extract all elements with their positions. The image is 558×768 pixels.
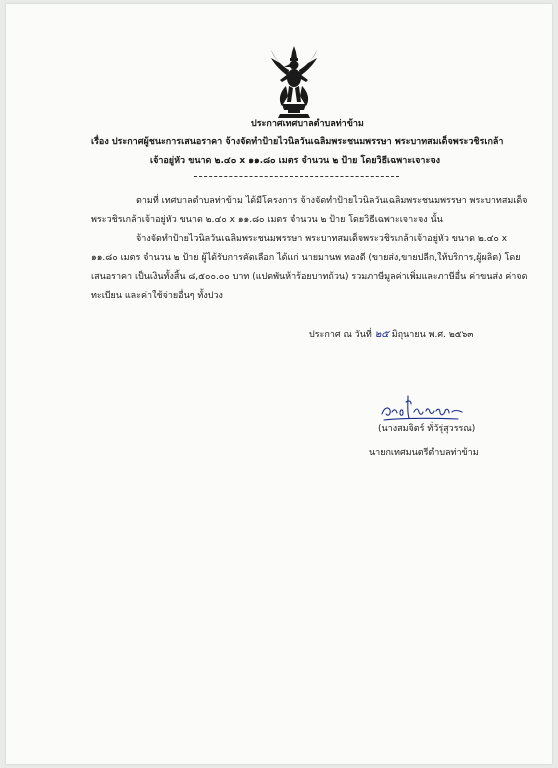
document-page xyxy=(6,4,552,764)
paragraph-2-line-3: เสนอราคา เป็นเงินทั้งสิ้น ๘,๕๐๐.๐๐ บาท (แปดพันห้าร้อยบาทถ้วน) รวมภาษีมูลค่าเพิ่มและภาษีอื่น ค่าขนส่ง ค่าจด xyxy=(91,272,528,282)
date-day-handwritten: ๒๕ xyxy=(374,329,389,340)
garuda-emblem xyxy=(268,44,320,120)
divider-line xyxy=(194,176,399,177)
signatory-position: นายกเทศมนตรีตำบลท่าข้าม xyxy=(369,448,479,458)
subject-line-1: เรื่อง ประกาศผู้ชนะการเสนอราคา จ้างจัดทำป้ายไวนิลวันเฉลิมพระชนมพรรษา พระบาทสมเด็จพระวชิรเกล้า xyxy=(91,137,504,147)
paragraph-2-line-2: ๑๑.๘๐ เมตร จำนวน ๒ ป้าย ผู้ได้รับการคัดเลือก ได้แก่ นายมานพ ทองดี (ขายส่ง,ขายปลีก,ให้บริการ,ผู้ผลิต) โดย xyxy=(91,253,521,263)
announcement-date xyxy=(309,329,473,341)
signatory-name: (นางสมจิตร์ ทั่วัรุ่สุวรรณ) xyxy=(378,424,476,434)
paragraph-2-line-1: จ้างจัดทำป้ายไวนิลวันเฉลิมพระชนมพรรษา พระบาทสมเด็จพระวชิรเกล้าเจ้าอยู่หัว ขนาด ๒.๔๐ x xyxy=(136,234,508,244)
paragraph-1-line-2: พระวชิรเกล้าเจ้าอยู่หัว ขนาด ๒.๔๐ x ๑๑.๘๐ เมตร จำนวน ๒ ป้าย โดยวิธีเฉพาะเจาะจง นั้น xyxy=(91,215,443,225)
date-prefix: ประกาศ ณ วันที่ xyxy=(309,330,372,340)
subject-line-2: เจ้าอยู่หัว ขนาด ๒.๔๐ x ๑๑.๘๐ เมตร จำนวน ๒ ป้าย โดยวิธีเฉพาะเจาะจง xyxy=(150,156,440,166)
paragraph-2-line-4: ทะเบียน และค่าใช้จ่ายอื่นๆ ทั้งปวง xyxy=(91,291,223,301)
date-month-year: มิถุนายน พ.ศ. ๒๕๖๓ xyxy=(391,330,474,340)
organization-title: ประกาศเทศบาลตำบลท่าข้าม xyxy=(251,119,364,129)
handwritten-signature xyxy=(378,392,464,426)
paragraph-1-line-1: ตามที่ เทศบาลตำบลท่าข้าม ได้มีโครงการ จ้างจัดทำป้ายไวนิลวันเฉลิมพระชนมพรรษา พระบาทสมเด็จ xyxy=(136,196,528,206)
